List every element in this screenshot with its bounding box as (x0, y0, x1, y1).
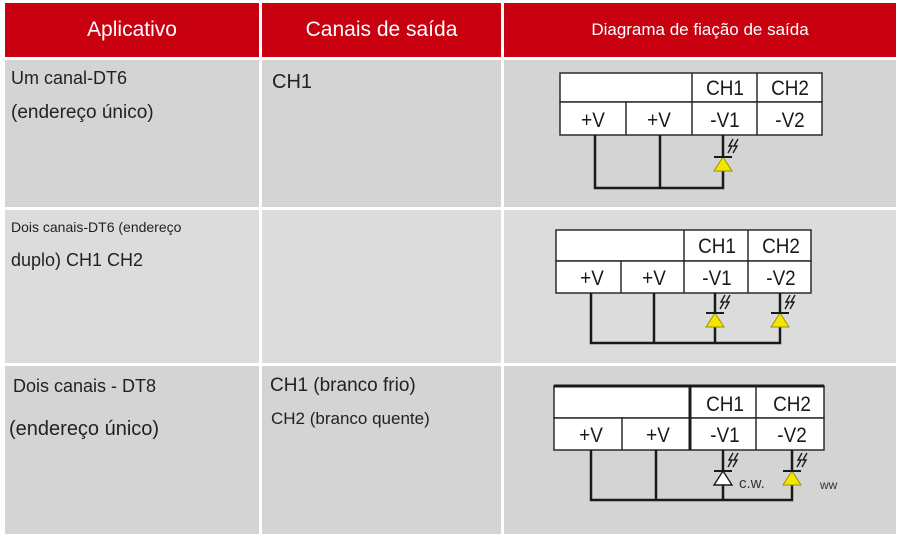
row3-channels-line2: CH2 (branco quente) (271, 409, 430, 428)
row1-label-nv1: -V1 (710, 109, 740, 133)
row3-label-nv1: -V1 (710, 424, 740, 448)
header-diagrama (504, 3, 896, 57)
row3-label-v2: +V (646, 424, 670, 448)
table-row-2-app-cell (5, 210, 259, 363)
table-row-1-diagram-cell (504, 60, 896, 207)
table-row-1-app-cell (5, 60, 259, 207)
row3-app-line1: Dois canais - DT8 (13, 376, 157, 396)
row3-label-ch2: CH2 (773, 393, 811, 417)
row3-label-nv2: -V2 (777, 424, 807, 448)
row2-label-v2: +V (642, 267, 666, 291)
row3-led-ww-icon (783, 453, 807, 485)
row2-label-ch2: CH2 (762, 235, 800, 259)
row2-label-nv1: -V1 (702, 267, 732, 291)
row2-label-ch1: CH1 (698, 235, 736, 259)
header-diagrama-label: Diagrama de fiação de saída (591, 20, 809, 39)
table-row-3-channels-cell (262, 366, 501, 534)
row3-label-ch1: CH1 (706, 393, 744, 417)
row2-app-line1: Dois canais-DT6 (endereço (11, 219, 182, 235)
header-canais (262, 3, 501, 57)
row2-wiring-diagram (504, 210, 896, 363)
row1-channels-line1: CH1 (272, 71, 313, 93)
row3-led-cw-icon (714, 453, 738, 485)
row3-led-label-cw: c.w. (739, 475, 765, 492)
row2-label-nv2: -V2 (766, 267, 796, 291)
row1-led-icon (714, 139, 738, 171)
row3-led-label-ww: ww (820, 478, 838, 492)
table-row-2-channels-cell (262, 210, 501, 363)
row3-app-line2: (endereço único) (9, 418, 160, 440)
row2-led-1-icon (706, 295, 730, 327)
table-row-3-app-cell (5, 366, 259, 534)
row1-wiring-diagram (504, 60, 896, 207)
row1-label-nv2: -V2 (775, 109, 805, 133)
row2-app-line2: duplo) CH1 CH2 (11, 250, 144, 270)
row1-label-v2: +V (647, 109, 671, 133)
row1-label-v1: +V (581, 109, 605, 133)
row2-led-2-icon (771, 295, 795, 327)
row1-app-line2: (endereço único) (11, 102, 154, 123)
row1-label-ch1: CH1 (706, 77, 744, 101)
row2-label-v1: +V (580, 267, 604, 291)
table-row-3-diagram-cell (504, 366, 896, 534)
row3-label-v1: +V (579, 424, 603, 448)
table-row-2-diagram-cell (504, 210, 896, 363)
table-row-1-channels-cell (262, 60, 501, 207)
header-aplicativo (5, 3, 259, 57)
row3-wiring-diagram (504, 366, 896, 534)
header-aplicativo-label: Aplicativo (87, 18, 177, 41)
row1-app-line1: Um canal-DT6 (11, 68, 128, 88)
row3-channels-line1: CH1 (branco frio) (270, 375, 416, 396)
row1-label-ch2: CH2 (771, 77, 809, 101)
header-canais-label: Canais de saída (305, 18, 458, 41)
